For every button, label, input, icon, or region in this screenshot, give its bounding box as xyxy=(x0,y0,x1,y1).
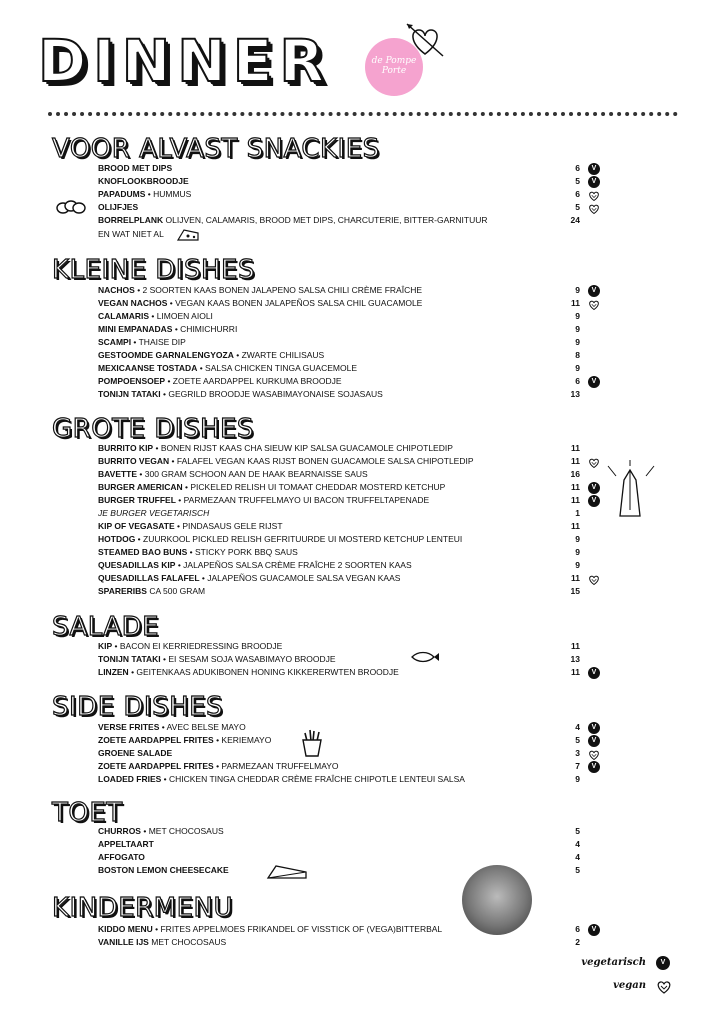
item-price: 1 xyxy=(575,508,580,518)
item-price: 4 xyxy=(575,852,580,862)
item-price: 11 xyxy=(571,641,580,651)
item-price: 15 xyxy=(570,586,580,596)
section-title: GROTE DISHES xyxy=(52,414,254,444)
item-price: 11 xyxy=(571,667,580,677)
item-price: 6 xyxy=(575,376,580,386)
menu-item: KIDDO MENU • FRITES APPELMOES FRIKANDEL OF VISSTICK OF (VEGA)BITTERBAL xyxy=(98,924,443,934)
menu-item: ZOETE AARDAPPEL FRITES • KERIEMAYO xyxy=(98,735,272,745)
vegetarian-icon: V xyxy=(588,495,600,507)
menu-item: MEXICAANSE TOSTADA • SALSA CHICKEN TINGA GUACEMOLE xyxy=(98,363,357,373)
item-price: 8 xyxy=(575,350,580,360)
item-price: 13 xyxy=(570,654,580,664)
menu-item: GROENE SALADE xyxy=(98,748,173,758)
section-title: KLEINE DISHES xyxy=(52,255,255,285)
item-price: 3 xyxy=(575,748,580,758)
item-price: 7 xyxy=(575,761,580,771)
vegetarian-icon: V xyxy=(588,176,600,188)
menu-item: VEGAN NACHOS • VEGAN KAAS BONEN JALAPEÑOS SALSA CHIL GUACAMOLE xyxy=(98,298,423,308)
legend-vegetarian-label: vegetarisch xyxy=(581,957,646,968)
vegan-heart-icon xyxy=(588,189,600,201)
cheese-icon xyxy=(176,228,200,244)
section-title: SALADE xyxy=(52,612,160,642)
vegetarian-icon: V xyxy=(588,285,600,297)
menu-item: EN WAT NIET AL xyxy=(98,229,164,239)
item-price: 6 xyxy=(575,163,580,173)
item-price: 5 xyxy=(575,735,580,745)
praying-hands-icon xyxy=(600,460,662,522)
menu-item: BAVETTE • 300 GRAM SCHOON AAN DE HAAK BEARNAISSE SAUS xyxy=(98,469,368,479)
section-title: TOET xyxy=(52,798,123,828)
item-price: 24 xyxy=(570,215,580,225)
item-price: 11 xyxy=(571,495,580,505)
item-price: 9 xyxy=(575,560,580,570)
item-price: 11 xyxy=(571,482,580,492)
item-price: 16 xyxy=(570,469,580,479)
vegetarian-icon: V xyxy=(588,722,600,734)
cheesecake-icon xyxy=(266,862,308,882)
menu-title: DINNER xyxy=(38,27,332,95)
child-photo xyxy=(462,865,532,935)
item-price: 9 xyxy=(575,324,580,334)
menu-item: KIP OF VEGASATE • PINDASAUS GELE RIJST xyxy=(98,521,283,531)
menu-item: PAPADUMS • HUMMUS xyxy=(98,189,192,199)
item-price: 9 xyxy=(575,285,580,295)
menu-item: POMPOENSOEP • ZOETE AARDAPPEL KURKUMA BROODJE xyxy=(98,376,342,386)
vegetarian-icon: V xyxy=(588,482,600,494)
vegan-heart-icon xyxy=(656,979,672,995)
item-price: 11 xyxy=(571,521,580,531)
item-price: 9 xyxy=(575,547,580,557)
vegetarian-icon: V xyxy=(588,924,600,936)
restaurant-logo: de Pompe Porte xyxy=(365,38,423,96)
vegetarian-icon: V xyxy=(588,667,600,679)
item-price: 5 xyxy=(575,865,580,875)
item-price: 6 xyxy=(575,189,580,199)
menu-item: VERSE FRITES • AVEC BELSE MAYO xyxy=(98,722,246,732)
section-title: KINDERMENU xyxy=(52,893,234,923)
section-title: VOOR ALVAST SNACKIES xyxy=(52,134,380,164)
fries-icon xyxy=(300,727,324,757)
menu-item: STEAMED BAO BUNS • STICKY PORK BBQ SAUS xyxy=(98,547,298,557)
menu-item: JE BURGER VEGETARISCH xyxy=(98,508,210,518)
menu-item: LOADED FRIES • CHICKEN TINGA CHEDDAR CRÈME FRAÎCHE CHIPOTLE LENTEUI SALSA xyxy=(98,774,465,784)
olives-icon xyxy=(56,199,86,215)
vegan-heart-icon xyxy=(588,573,600,585)
menu-item: QUESADILLAS KIP • JALAPEÑOS SALSA CRÈME FRAÎCHE 2 SOORTEN KAAS xyxy=(98,560,412,570)
item-price: 4 xyxy=(575,722,580,732)
item-price: 11 xyxy=(571,298,580,308)
menu-item: TONIJN TATAKI • GEGRILD BROODJE WASABIMAYONAISE SOJASAUS xyxy=(98,389,383,399)
item-price: 13 xyxy=(570,389,580,399)
menu-item: BURGER AMERICAN • PICKELED RELISH UI TOMAAT CHEDDAR MOSTERD KETCHUP xyxy=(98,482,446,492)
vegan-heart-icon xyxy=(588,202,600,214)
menu-item: ZOETE AARDAPPEL FRITES • PARMEZAAN TRUFFELMAYO xyxy=(98,761,339,771)
vegetarian-icon: V xyxy=(588,163,600,175)
menu-item: BURRITO KIP • BONEN RIJST KAAS CHA SIEUW KIP SALSA GUACAMOLE CHIPOTLEDIP xyxy=(98,443,453,453)
menu-item: NACHOS • 2 SOORTEN KAAS BONEN JALAPENO SALSA CHILI CRÈME FRAÎCHE xyxy=(98,285,423,295)
menu-item: CALAMARIS • LIMOEN AIOLI xyxy=(98,311,213,321)
item-price: 11 xyxy=(571,443,580,453)
menu-item: KNOFLOOKBROODJE xyxy=(98,176,189,186)
heart-arrow-icon xyxy=(405,20,445,62)
menu-item: SCAMPI • THAISE DIP xyxy=(98,337,186,347)
vegan-heart-icon xyxy=(588,456,600,468)
menu-item: OLIJFJES xyxy=(98,202,139,212)
vegetarian-icon: V xyxy=(588,761,600,773)
menu-item: BROOD MET DIPS xyxy=(98,163,173,173)
item-price: 5 xyxy=(575,176,580,186)
item-price: 5 xyxy=(575,202,580,212)
item-price: 11 xyxy=(571,456,580,466)
menu-item: SPARERIBS CA 500 GRAM xyxy=(98,586,206,596)
vegan-heart-icon xyxy=(588,748,600,760)
menu-item: BORRELPLANK OLIJVEN, CALAMARIS, BROOD MET DIPS, CHARCUTERIE, BITTER-GARNITUUR xyxy=(98,215,488,225)
item-price: 9 xyxy=(575,534,580,544)
item-price: 9 xyxy=(575,311,580,321)
menu-item: GESTOOMDE GARNALENGYOZA • ZWARTE CHILISAUS xyxy=(98,350,325,360)
menu-item: LINZEN • GEITENKAAS ADUKIBONEN HONING KIKKERERWTEN BROODJE xyxy=(98,667,399,677)
menu-item: BOSTON LEMON CHEESECAKE xyxy=(98,865,229,875)
header-divider xyxy=(48,112,678,116)
menu-item: BURRITO VEGAN • FALAFEL VEGAN KAAS RIJST BONEN GUACAMOLE SALSA CHIPOTLEDIP xyxy=(98,456,474,466)
item-price: 9 xyxy=(575,774,580,784)
item-price: 2 xyxy=(575,937,580,947)
item-price: 9 xyxy=(575,337,580,347)
menu-item: MINI EMPANADAS • CHIMICHURRI xyxy=(98,324,238,334)
item-price: 11 xyxy=(571,573,580,583)
menu-item: KIP • BACON EI KERRIEDRESSING BROODJE xyxy=(98,641,283,651)
menu-item: APPELTAART xyxy=(98,839,154,849)
legend-vegan-label: vegan xyxy=(613,980,646,991)
vegetarian-icon: V xyxy=(588,735,600,747)
vegan-heart-icon xyxy=(588,298,600,310)
item-price: 5 xyxy=(575,826,580,836)
menu-item: QUESADILLAS FALAFEL • JALAPEÑOS GUACAMOLE SALSA VEGAN KAAS xyxy=(98,573,401,583)
menu-item: BURGER TRUFFEL • PARMEZAAN TRUFFELMAYO UI BACON TRUFFELTAPENADE xyxy=(98,495,430,505)
menu-item: VANILLE IJS MET CHOCOSAUS xyxy=(98,937,227,947)
menu-item: HOTDOG • ZUURKOOL PICKLED RELISH GEFRITUURDE UI MOSTERD KETCHUP LENTEUI xyxy=(98,534,463,544)
menu-item: AFFOGATO xyxy=(98,852,145,862)
fish-icon xyxy=(410,651,440,663)
item-price: 9 xyxy=(575,363,580,373)
vegetarian-icon: V xyxy=(656,956,670,970)
vegetarian-icon: V xyxy=(588,376,600,388)
menu-item: TONIJN TATAKI • EI SESAM SOJA WASABIMAYO BROODJE xyxy=(98,654,336,664)
menu-item: CHURROS • MET CHOCOSAUS xyxy=(98,826,224,836)
item-price: 6 xyxy=(575,924,580,934)
item-price: 4 xyxy=(575,839,580,849)
section-title: SIDE DISHES xyxy=(52,692,224,722)
